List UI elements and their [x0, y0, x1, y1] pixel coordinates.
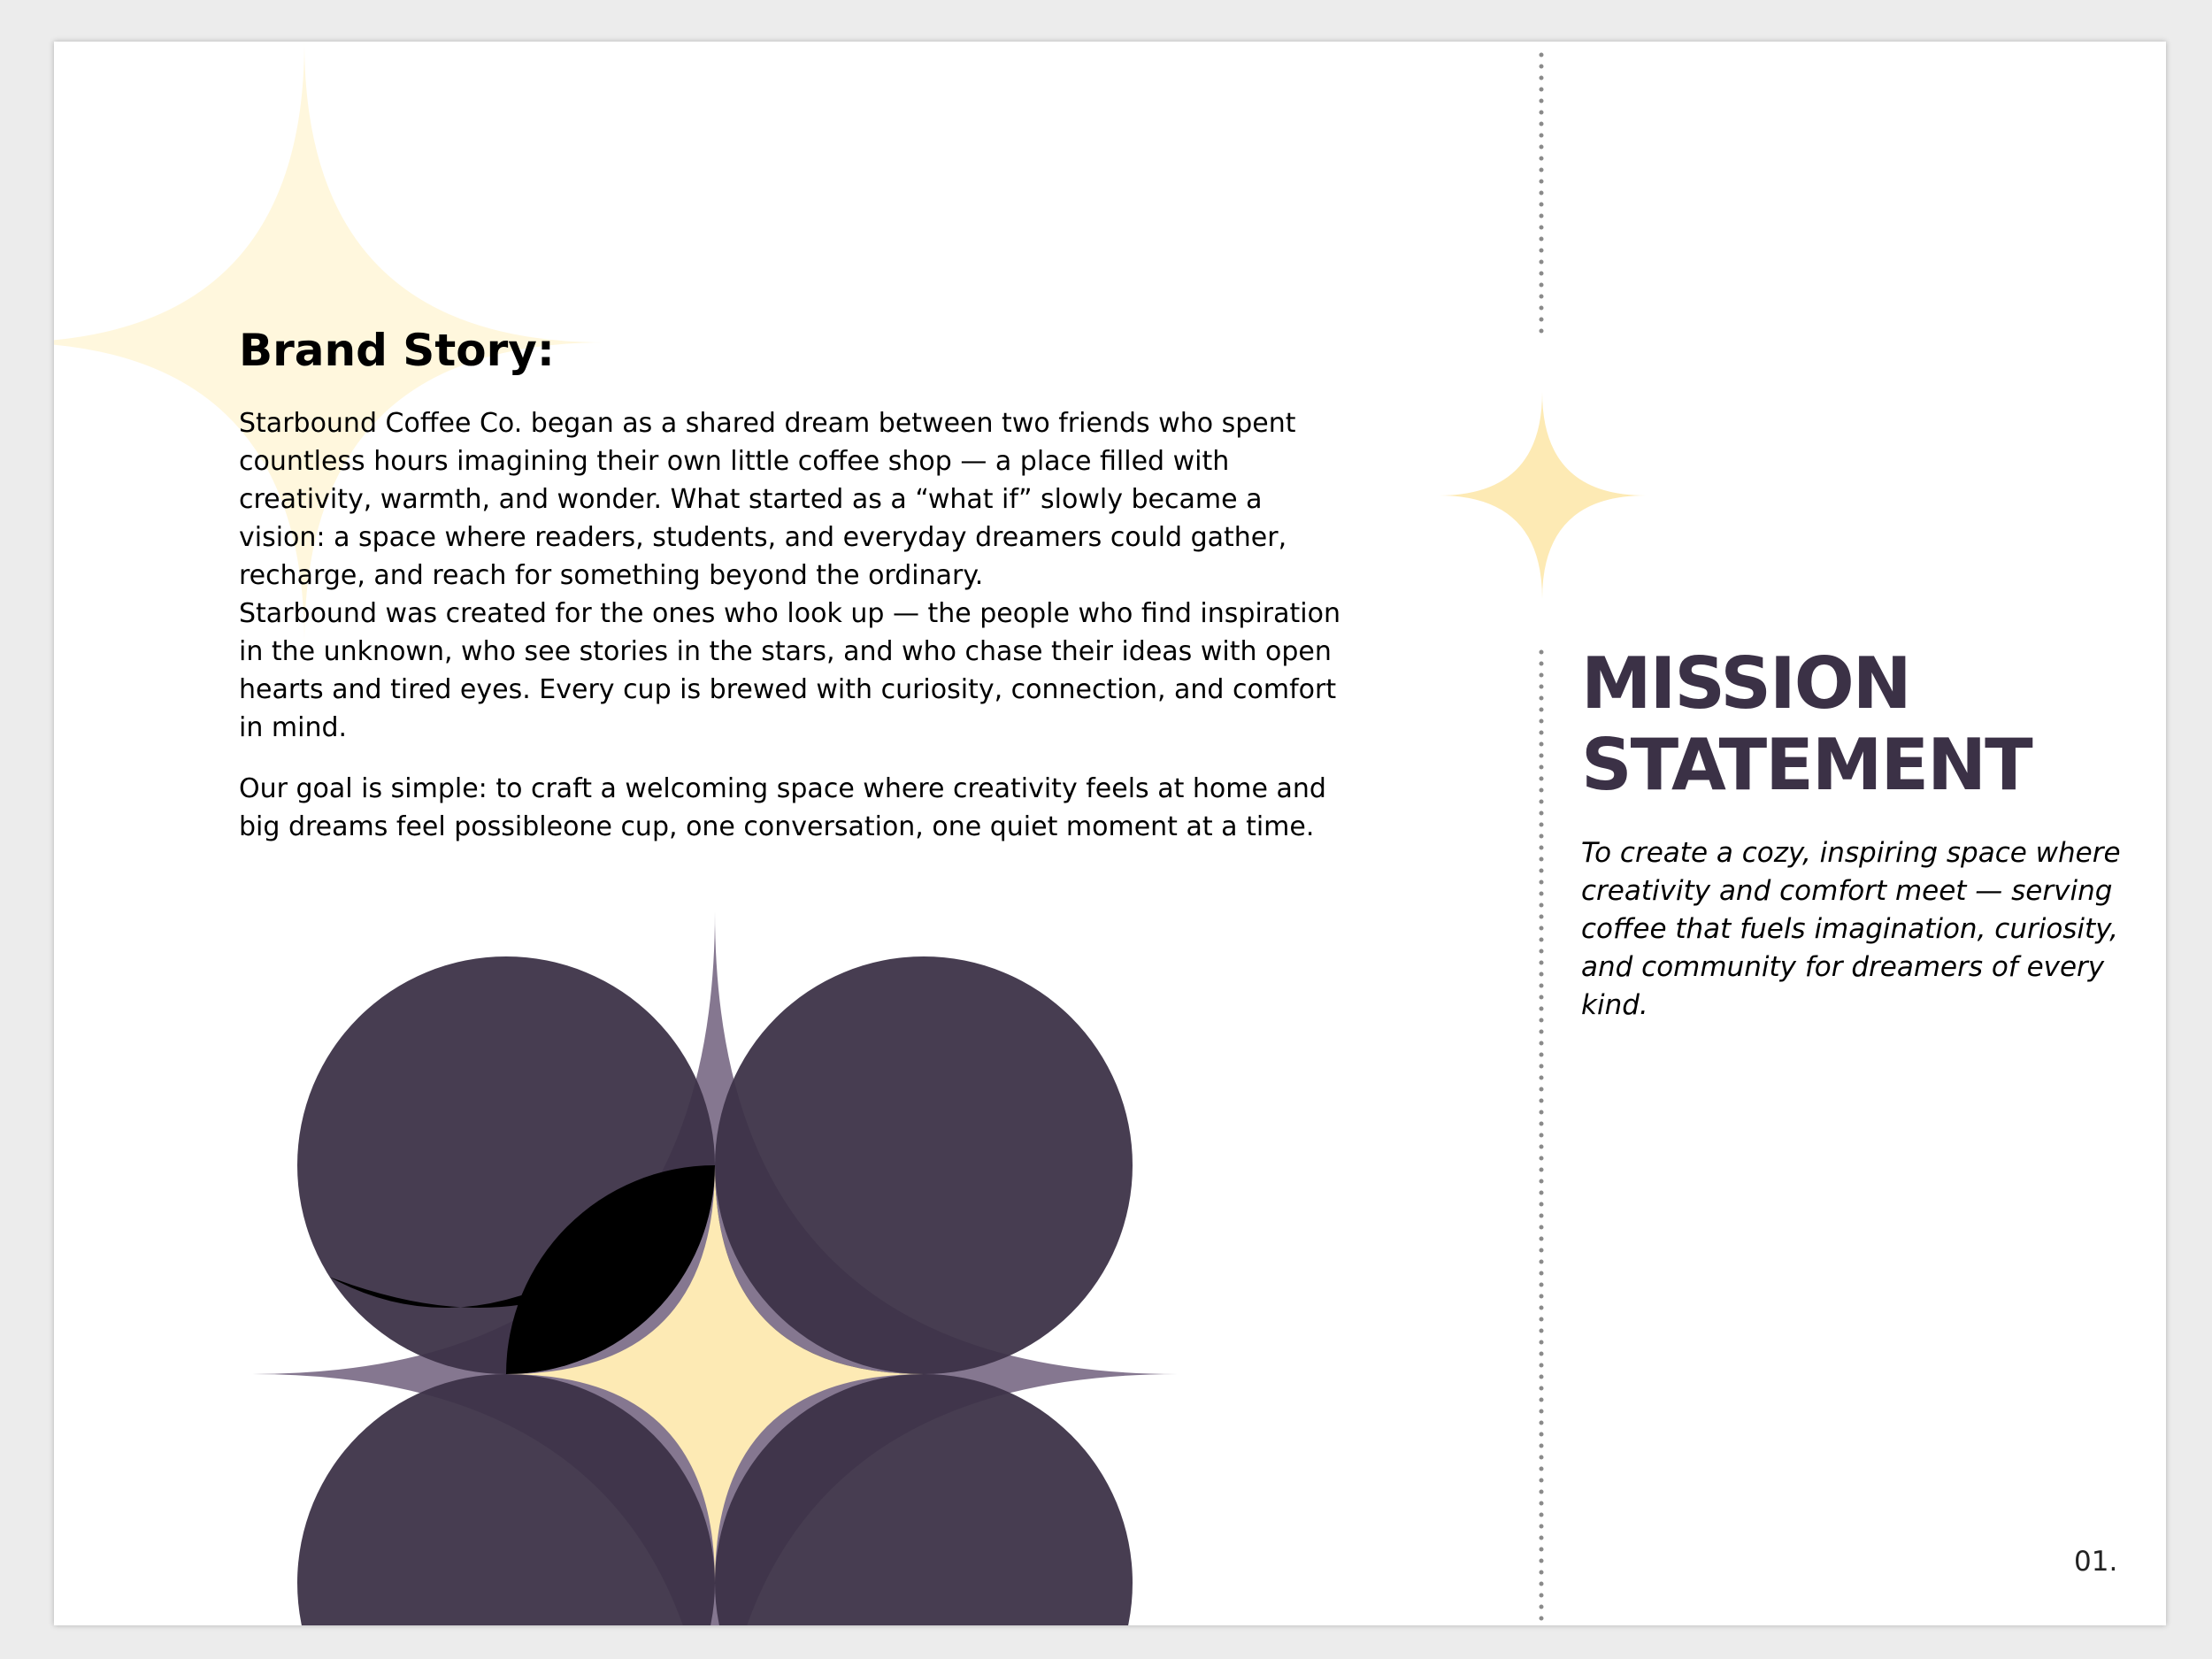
mission-title-line2: STATEMENT: [1581, 724, 2032, 806]
page-number: 01.: [2074, 1546, 2118, 1578]
circles-star-graphic: [252, 911, 1178, 1625]
mission-statement-title: [1581, 643, 2032, 806]
brand-story-paragraph: Starbound Coffee Co. began as a shared dream between two friends who spent countless hours imagining their own little coffee shop — a place filled with creativity, warmth, and wonder. What started as a “what if” slowly became a vision: a space where readers, students, and everyday dreamers could gather, recharge, and reach for something beyond the ordinary.: [239, 408, 1296, 591]
brand-story-paragraph: Starbound was created for the ones who look up — the people who find inspiration in the unknown, who see stories in the stars, and who chase their ideas with open hearts and tired eyes. Every cup is brewed with curiosity, connection, and comfort in mind.: [239, 598, 1340, 743]
mission-title-line1: MISSION: [1581, 642, 1910, 725]
brochure-page: [54, 42, 2166, 1625]
mission-statement-text: To create a cozy, inspiring space where creativity and comfort meet — serving coffee that fuels imagination, curiosity, and community for dreamers of every kind.: [1581, 837, 2121, 1021]
brand-story-paragraph: Our goal is simple: to craft a welcoming space where creativity feels at home and big dreams feel possibleone cup, one conversation, one quiet moment at a time.: [239, 773, 1326, 842]
sparkle-star-icon: [1439, 392, 1646, 599]
brand-story-title: Brand Story:: [239, 325, 555, 376]
brand-story-body: [239, 404, 1345, 846]
